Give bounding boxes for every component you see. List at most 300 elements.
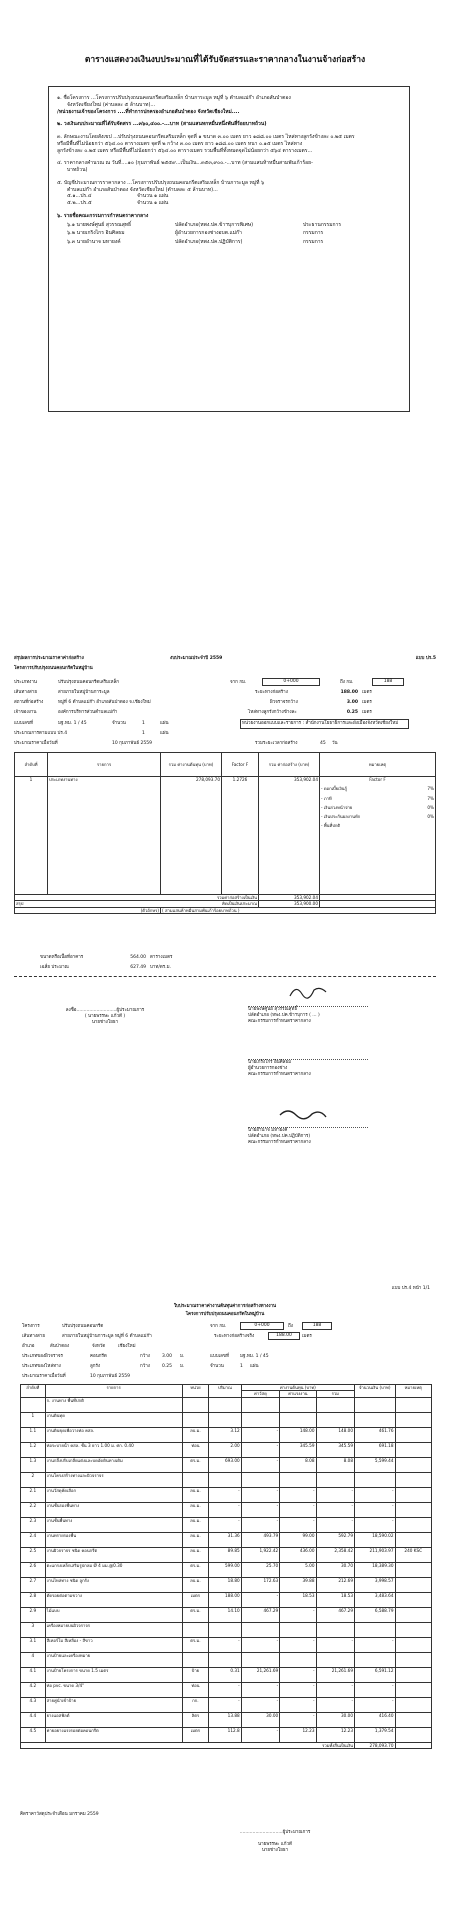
th-total: รวม ค่าก่อสร้าง (บาท) xyxy=(259,753,320,777)
cell-item: งานกลึงปรับเกลี่ยแต่งและบดอัดดินทางเดิม xyxy=(45,1457,182,1472)
cell-qty: 18.80 xyxy=(209,1577,241,1592)
cell-unit xyxy=(182,1622,209,1637)
label-work-type: ประเภทงาน xyxy=(14,680,37,685)
cell-material: 25.70 xyxy=(241,1562,280,1577)
cell-no: 4.5 xyxy=(21,1727,46,1742)
cell-remark xyxy=(395,1532,431,1547)
cell-qty: - xyxy=(209,1682,241,1697)
table-row xyxy=(21,1487,432,1502)
estimator-sign-line: ลงชื่อ............................ผู้ประมาณการ xyxy=(65,1008,145,1013)
estimator-position: นายช่างโยธา xyxy=(91,1019,119,1025)
committee-position: ผู้อำนวยการกองช่างอบต.แม่ก๊า xyxy=(175,230,242,237)
cell-amount xyxy=(355,1622,396,1637)
factor-remark-value: 0% xyxy=(427,814,434,819)
cell-item: ท่อระบายน้ำ คสล. ชั้น 3 ยาว 1.00 ม. ศก. 0.40 xyxy=(45,1442,182,1457)
table-row xyxy=(21,1697,432,1712)
th-item: รายการ xyxy=(45,1385,182,1398)
table-row xyxy=(21,1547,432,1562)
th-material: ค่าวัสดุ xyxy=(241,1391,280,1397)
th-labour: ค่าแรงงาน xyxy=(280,1391,316,1397)
cell-remark xyxy=(395,1607,431,1622)
cell-item: ยางแอสฟัลต์ xyxy=(45,1712,182,1727)
cell-amount xyxy=(355,1472,396,1487)
section-3: ๓. ลักษณะงานโดยสังเขป ...ปรับปรุงถนนคอนกรีตเสริมเหล็ก จุดที่ ๑ ขนาด ๓.๐๐ เมตร ยาว ๑๘๘.๐๐ เมตร ไหล่ทางลูกรังข้างละ ๐.๒๕ เมตร xyxy=(57,134,355,140)
signature-scribble-icon xyxy=(288,982,328,1002)
cell-qty: - xyxy=(209,1517,241,1532)
cell-unit: ลบ.ม. xyxy=(182,1577,209,1592)
cell-labour: 8.08 xyxy=(280,1457,316,1472)
boq-estimator-position: นายช่างโยธา xyxy=(261,1847,289,1853)
label-width: กว้าง xyxy=(140,1364,150,1369)
cell-material: 21,261.69 xyxy=(241,1667,280,1682)
cell-sum: 345.59 xyxy=(316,1442,355,1457)
cell-item: งานไหล่ทาง ชนิด ลูกรัง xyxy=(45,1577,182,1592)
cell-qty: - xyxy=(209,1697,241,1712)
table-row xyxy=(15,777,436,895)
cell-no: 4.1 xyxy=(21,1667,46,1682)
cell-labour: 436.00 xyxy=(280,1547,316,1562)
cell-unit: ลิตร xyxy=(182,1712,209,1727)
section-1: ๑. ชื่อโครงการ ...โครงการปรับปรุงถนนคอนกรีตเสริมเหล็ก บ้านการะมูล หมู่ที่ ๖ ตำบลแม่ก๊า อำเภอสันป่าตอง xyxy=(57,95,291,101)
cell-item: งานดินขุดเพื่อวางท่อ คสล. xyxy=(45,1427,182,1442)
cell-no: 1 xyxy=(21,1412,46,1427)
committee-name: ๖.๑ นายพงษ์ศูนย์ สุวรรณสุทธิ์ xyxy=(67,221,132,228)
cell-material: 30.00 xyxy=(241,1712,280,1727)
label-estimate-date: ประมาณราคาเมื่อวันที่ xyxy=(14,741,58,746)
cell-unit: ลบ.ม. xyxy=(182,1502,209,1517)
cell-no: 1.3 xyxy=(21,1457,46,1472)
boq-sign-line: ..............................ผู้ประมาณการ xyxy=(239,1830,311,1835)
table-row xyxy=(21,1502,432,1517)
cell-labour: - xyxy=(280,1712,316,1727)
cell-remark xyxy=(395,1457,431,1472)
member1-role: คณะกรรมการกำหนดราคากลาง xyxy=(248,1071,311,1077)
cell-material: - xyxy=(241,1592,280,1607)
cell-item: งานชั้นพื้นทาง xyxy=(45,1517,182,1532)
words-label: (ตัวอักษร) xyxy=(15,907,161,913)
cell-unit: เมตร xyxy=(182,1727,209,1742)
cell-labour xyxy=(280,1652,316,1667)
cell-labour: - xyxy=(280,1487,316,1502)
committee-position: ปลัดอำเภอ(หพง.ปค.ข้าฯบุการพิเศษ) xyxy=(175,221,254,228)
cell-no: 1.2 xyxy=(21,1442,46,1457)
cell-material xyxy=(241,1652,280,1667)
cell-amount: 6,591.12 xyxy=(355,1667,396,1682)
boq-estimator-signature xyxy=(215,1830,335,1854)
section-5-1: ๕.๑...ปร.๔ xyxy=(67,193,92,200)
cell-factor: 1.2726 xyxy=(222,777,259,895)
cell-remark xyxy=(395,1472,431,1487)
cell-no: 4.2 xyxy=(21,1682,46,1697)
section-4: ๔. ราคากลางคำนวณ ณ วันที่....๑๐ (กุมภาพันธ์ ๒๕๕๙...เป็นเงิน...๓๕๓,๙๐๐.-...บาท (สามแสนห้าหมื่นสามพันเก้าร้อย- xyxy=(57,160,313,167)
cell-item: สีเทอร์โม สีเหลือง - สีขาว xyxy=(45,1637,182,1652)
factor-remark-label: - พื้นที่ปกติ xyxy=(321,823,341,829)
cell-amount: 416.40 xyxy=(355,1712,396,1727)
table-row xyxy=(21,1712,432,1727)
label-from-km: จาก กม. xyxy=(230,680,247,685)
cell-sum: 592.79 xyxy=(316,1532,355,1547)
cell-cost: 278,093.70 xyxy=(161,777,222,895)
cell-sum: - xyxy=(316,1502,355,1517)
label-sheet-qty: จำนวน xyxy=(210,1364,224,1369)
cell-remark xyxy=(395,1412,431,1427)
cell-labour xyxy=(280,1472,316,1487)
value-form4-qty: 1 xyxy=(142,731,145,736)
value-average: 627.49 xyxy=(130,965,146,970)
unit-sheet-qty: แผ่น xyxy=(160,721,169,726)
value-length: 188.00 xyxy=(340,690,358,695)
cell-no: 2.7 xyxy=(21,1577,46,1592)
factor-remarks xyxy=(321,786,434,828)
committee-name: ๖.๓ นายอำนาจ มหายงค์ xyxy=(67,239,121,245)
cell-amount: 3,483.64 xyxy=(355,1592,396,1607)
label-district: อำเภอ xyxy=(22,1344,35,1349)
cell-no: 2.2 xyxy=(21,1502,46,1517)
table-row xyxy=(21,1532,432,1547)
cell-unit: ตร.ม. xyxy=(182,1457,209,1472)
cell-qty: 2.00 xyxy=(209,1442,241,1457)
boq-subtitle: โครงการปรับปรุงถนนคอนกรีตในหมู่บ้าน xyxy=(185,1312,265,1317)
cell-labour: - xyxy=(280,1682,316,1697)
table-row xyxy=(21,1727,432,1742)
value-length: 188.00 xyxy=(276,1333,292,1338)
table-row xyxy=(21,1652,432,1667)
label-area: ขนาดหรือเนื้อที่อาคาร xyxy=(40,955,84,960)
section-5-2-qty: จำนวน ๑ แผ่น xyxy=(137,200,169,206)
th-qty: ปริมาณ xyxy=(209,1385,241,1398)
committee-name: ๖.๒ นายเกริงไกร อินศิลธม xyxy=(67,230,125,237)
table-row xyxy=(21,1607,432,1622)
cell-unit: ลบ.ม. xyxy=(182,1517,209,1532)
boq-rows xyxy=(21,1397,432,1742)
cell-labour xyxy=(280,1412,316,1427)
cell-material: 1,922.42 xyxy=(241,1547,280,1562)
cell-remark xyxy=(395,1727,431,1742)
cell-material: - xyxy=(241,1427,280,1442)
section-1-owner: /หน่วยงานเจ้าของโครงการ ....ที่ทำการปกครองอำเภอสันป่าตอง จังหวัดเชียงใหม่.... xyxy=(57,108,240,115)
cell-item: งานชั้นรองพื้นทาง xyxy=(45,1502,182,1517)
table-row xyxy=(21,1427,432,1442)
table-header xyxy=(15,753,436,777)
factor-remark-label: - ดอกเบี้ยเงินกู้ xyxy=(321,786,348,792)
material-price-note: คิดราคาวัสดุประจำเดือน มกราคม 2559 xyxy=(20,1812,99,1817)
cell-sum: - xyxy=(316,1517,355,1532)
cell-no: 2.1 xyxy=(21,1487,46,1502)
cell-item: งานผิวจราจร ชนิด คอนกรีต xyxy=(45,1547,182,1562)
cell-remark xyxy=(395,1397,431,1412)
chairman-signature xyxy=(248,982,398,1024)
value-location: หมู่ที่ 6 ตำบลแม่ก๊า อำเภอสันป่าตอง จ.เชียงใหม่ xyxy=(58,700,151,705)
cell-remark xyxy=(395,1517,431,1532)
boq-estimator-name: นายพรรษะ แก้วดี xyxy=(258,1841,292,1847)
value-to-km: 188 xyxy=(383,679,393,684)
cell-qty xyxy=(209,1622,241,1637)
cell-item: ก. งานทาง พื้นที่ปกติ xyxy=(45,1397,182,1412)
cell-sum: - xyxy=(316,1637,355,1652)
cell-amount: 6,588.79 xyxy=(355,1607,396,1622)
project-details-box xyxy=(48,86,410,412)
cell-sum: 30.00 xyxy=(316,1712,355,1727)
cell-qty: 599.00 xyxy=(209,1562,241,1577)
subtotal-label: รวมค่าก่อสร้างเป็นเงิน xyxy=(15,895,259,901)
cell-labour: 12.23 xyxy=(280,1727,316,1742)
th-unit: หน่วย xyxy=(182,1385,209,1398)
value-project: ปรับปรุงถนนคอนกรีต xyxy=(62,1324,104,1329)
cell-no: 4.4 xyxy=(21,1712,46,1727)
cell-qty: 3.12 xyxy=(209,1427,241,1442)
label-location: สถานที่ก่อสร้าง xyxy=(14,700,44,705)
value-surface: คอนกรีต xyxy=(90,1354,107,1359)
boq-page xyxy=(0,1270,450,1910)
cell-sum: - xyxy=(316,1487,355,1502)
label-width: กว้าง xyxy=(140,1354,150,1359)
th-no: ลำดับที่ xyxy=(21,1385,46,1398)
table-row xyxy=(21,1472,432,1487)
cell-material: - xyxy=(241,1487,280,1502)
unit-duration: วัน xyxy=(332,741,338,746)
chairman-position: ปลัดอำเภอ (หพง.ปค.ข้าฯบุการ ( ... ) xyxy=(248,1012,320,1018)
value-plan-no: มฐ.ทม. 1 / 45 xyxy=(240,1354,269,1359)
boq-title: ใบประมาณราคาค่างานต้นทุนค่าการก่อสร้างทางงาน xyxy=(173,1304,277,1309)
cell-item: งานดินทุด xyxy=(45,1412,182,1427)
cell-item: ไม้แบบ xyxy=(45,1607,182,1622)
cost-summary-table xyxy=(14,752,436,914)
cell-amount: 1,379.54 xyxy=(355,1727,396,1742)
cell-no: 2.4 xyxy=(21,1532,46,1547)
cell-material: 172.63 xyxy=(241,1577,280,1592)
label-estimate-date: ประมาณราคาเมื่อวันที่ xyxy=(22,1374,66,1379)
table-row xyxy=(21,1457,432,1472)
cell-total: 353,902.04 xyxy=(259,777,320,895)
design-agency-note: หน่วยงานออกแบบและรายการ : สำนักงานโยธาธิการและผังเมืองจังหวัดเชียงใหม่ xyxy=(242,721,399,726)
cell-unit: ท่อน xyxy=(182,1682,209,1697)
cell-unit: ท่อน xyxy=(182,1442,209,1457)
label-to-km: ถึง กม. xyxy=(340,680,354,685)
value-width: 3.00 xyxy=(346,700,358,705)
section-6: ๖. รายชื่อคณะกรรมการกำหนดราคากลาง xyxy=(57,212,149,219)
cell-qty: 693.00 xyxy=(209,1457,241,1472)
table-row xyxy=(21,1442,432,1457)
value-province: เชียงใหม่ xyxy=(118,1344,136,1349)
cell-amount: - xyxy=(355,1682,396,1697)
estimator-name: ( นายพรรษะ แก้วดี ) xyxy=(84,1013,126,1019)
cell-qty: 14.10 xyxy=(209,1607,241,1622)
cell-labour: - xyxy=(280,1502,316,1517)
cell-no: 2.3 xyxy=(21,1517,46,1532)
cell-remark xyxy=(395,1577,431,1592)
table-row-words xyxy=(15,907,436,913)
cell-material: - xyxy=(241,1442,280,1457)
section-5-1-qty: จำนวน ๑ แผ่น xyxy=(137,193,169,200)
total-label: รวมทั้งสิ้นเป็นเงิน xyxy=(21,1742,355,1748)
cell-amount: - xyxy=(355,1487,396,1502)
unit-form4: แผ่น xyxy=(160,731,169,736)
cell-sum: 8.08 xyxy=(316,1457,355,1472)
cell-no: 2 xyxy=(21,1472,46,1487)
cell-qty xyxy=(209,1412,241,1427)
th-item: รายการ xyxy=(48,753,161,777)
value-estimate-date: 10 กุมภาพันธ์ 2559 xyxy=(90,1374,131,1379)
value-sheet-qty: 1 xyxy=(142,721,145,726)
value-width: 3.00 xyxy=(162,1354,173,1359)
value-work-type: ปรับปรุงถนนคอนกรีตเสริมเหล็ก xyxy=(58,680,119,685)
th-sum: รวม xyxy=(316,1391,355,1397)
cell-qty: 0.31 xyxy=(209,1667,241,1682)
cell-amount: 461.76 xyxy=(355,1427,396,1442)
committee-role: กรรมการ xyxy=(303,239,324,245)
cell-sum: 148.00 xyxy=(316,1427,355,1442)
cell-item: เครื่องหมายบนผิวจราจร xyxy=(45,1622,182,1637)
cell-material: - xyxy=(241,1697,280,1712)
subtotal-value: 353,902.04 xyxy=(259,895,320,901)
cell-amount: 5,599.44 xyxy=(355,1457,396,1472)
cost-summary-page xyxy=(0,630,450,1250)
factor-remark-item xyxy=(321,805,434,810)
signature-scribble-icon xyxy=(278,1105,328,1123)
cell-sum xyxy=(316,1412,355,1427)
cell-item: สายคู่นำเข้าป้าย xyxy=(45,1697,182,1712)
committee-member xyxy=(57,239,403,246)
label-shoulder: ไหล่ทางลูกรังกว้างข้างละ xyxy=(248,710,297,715)
unit-length: เมตร xyxy=(302,1334,312,1339)
factor-remark-label: - เงินประกันผลงานหัก xyxy=(321,814,361,819)
label-plan-no: แบบเลขที่ xyxy=(14,721,33,726)
cell-sum xyxy=(316,1397,355,1412)
total-value: 278,093.70 xyxy=(355,1742,396,1748)
factor-remark-item xyxy=(321,796,434,801)
cell-remark xyxy=(320,777,436,895)
committee-member xyxy=(57,222,403,229)
cell-item: งานทรายรองพื้น xyxy=(45,1532,182,1547)
factor-remark-value: 0% xyxy=(427,804,434,810)
value-from-km: 0+000 xyxy=(254,1323,270,1328)
cell-labour: - xyxy=(280,1667,316,1682)
cell-unit xyxy=(182,1472,209,1487)
section-2: ๒. วงเงินงบประมาณที่ได้รับจัดสรร ...๓๖๐,๔๐๐.-...บาท (สามแสนหกหมื่นหนึ่งพันสี่ร้อยบาทถ้วน) xyxy=(57,121,267,128)
cell-remark xyxy=(395,1622,431,1637)
table-row xyxy=(21,1577,432,1592)
cell-sum: 21,261.69 xyxy=(316,1667,355,1682)
cell-sum: 467.29 xyxy=(316,1607,355,1622)
cell-amount: 18,590.02 xyxy=(355,1532,396,1547)
member2-role: คณะกรรมการกำหนดราคากลาง xyxy=(248,1139,311,1145)
label-to-km: ถึง xyxy=(288,1324,293,1329)
cell-amount: 691.18 xyxy=(355,1442,396,1457)
cell-remark xyxy=(395,1637,431,1652)
table-row xyxy=(21,1637,432,1652)
cell-amount: 18,389.30 xyxy=(355,1562,396,1577)
cell-labour: - xyxy=(280,1697,316,1712)
section-5: ๕. บัญชีประมาณการราคากลาง ...โครงการปรับปรุงถนนคอนกรีตเสริมเหล็ก บ้านการะมูล หมู่ที่ ๖ xyxy=(57,179,265,186)
cell-labour: 5.00 xyxy=(280,1562,316,1577)
member2-position: ปลัดอำเภอ (หพง.ปค.ปฏิบัติการ) xyxy=(248,1133,311,1139)
cell-sum: 18.53 xyxy=(316,1592,355,1607)
cell-remark xyxy=(395,1562,431,1577)
cell-material xyxy=(241,1397,280,1412)
cell-qty: 13.88 xyxy=(209,1712,241,1727)
cell-material xyxy=(241,1472,280,1487)
table-row xyxy=(21,1682,432,1697)
committee-role: ประธานกรรมการ xyxy=(303,221,342,228)
unit-shoulder: เมตร xyxy=(362,710,372,715)
cell-labour: - xyxy=(280,1517,316,1532)
budget-summary-page xyxy=(0,0,450,450)
cell-material: - xyxy=(241,1637,280,1652)
cell-sum: 2,358.42 xyxy=(316,1547,355,1562)
unit-width: ม. xyxy=(180,1354,185,1359)
cell-amount: 211,903.97 xyxy=(355,1547,396,1562)
section-3-c: ลูกรังข้างละ ๐.๒๕ เมตร หรือมีพื้นที่ไม่น้อยกว่า ๕๖๔.๐๐ ตารางเมตร รวมพื้นที่ทั้งหมดจุดไม่น้อยกว่า ๕๖๔ ตารางเมตร... xyxy=(57,147,313,154)
cell-unit: ลบ.ม. xyxy=(182,1547,209,1562)
cell-remark xyxy=(395,1592,431,1607)
rounded-label: คิดเป็นเงินประมาณ xyxy=(48,901,259,907)
boq-table xyxy=(20,1384,432,1749)
cell-labour: 39.88 xyxy=(280,1577,316,1592)
cell-unit: ป้าย xyxy=(182,1667,209,1682)
form-subheading: โครงการปรับปรุงถนนคอนกรีตในหมู่บ้าน xyxy=(14,666,93,671)
page1-title: ตารางแสดงวงเงินงบประมาณที่ได้รับจัดสรรและราคากลางในงานจ้างก่อสร้าง xyxy=(84,55,366,65)
value-duration: 45 xyxy=(320,741,326,746)
label-from-km: จาก กม. xyxy=(210,1324,227,1329)
label-plan-no: แบบเลขที่ xyxy=(210,1354,229,1359)
cell-remark xyxy=(395,1697,431,1712)
cell-no: 2.5 xyxy=(21,1547,46,1562)
unit-length: เมตร xyxy=(362,690,372,695)
member1-signature xyxy=(248,1058,398,1078)
cell-qty: 188.00 xyxy=(209,1592,241,1607)
table-row xyxy=(21,1562,432,1577)
cell-item: งานป้ายและเครื่องหมาย xyxy=(45,1652,182,1667)
cell-unit xyxy=(182,1397,209,1412)
label-project: โครงการ xyxy=(22,1324,40,1329)
chairman-role: คณะกรรมการกำหนดราคากลาง xyxy=(248,1018,311,1024)
member2-signature xyxy=(248,1105,398,1145)
value-area: 564.00 xyxy=(130,955,146,960)
label-duration: รวมระยะเวลาก่อสร้าง xyxy=(255,741,298,746)
value-to-km: 188 xyxy=(312,1323,322,1328)
value-from-km: 0+000 xyxy=(283,679,299,684)
value-district: สันป่าตอง xyxy=(50,1344,70,1349)
section-1-b: จังหวัดเชียงใหม่ (ค่าบลละ ๕ ล้านบาท)... xyxy=(67,101,156,108)
form-code: แบบ ปร.5 xyxy=(415,656,436,661)
cell-item: ตะแกรงเหล็กเสริมรูปกลม Ø 4 มม.@0.30 xyxy=(45,1562,182,1577)
unit-width: เมตร xyxy=(362,700,372,705)
cell-item: ตัดรอยต่อตามขวาง xyxy=(45,1592,182,1607)
label-width: ผิวจราจรกว้าง xyxy=(270,700,298,705)
cell-qty xyxy=(209,1472,241,1487)
factor-remark-label: - เงินล่วงหน้าจ่าย xyxy=(321,804,353,810)
rounded-value: 353,900.00 xyxy=(259,901,320,907)
label-form4: ประมาณการตามแบบ ปร.4 xyxy=(14,731,68,736)
cell-no xyxy=(21,1397,46,1412)
cell-labour: 18.53 xyxy=(280,1592,316,1607)
cell-qty xyxy=(209,1397,241,1412)
member1-position: ผู้อำนวยการกองช่าง xyxy=(248,1065,288,1071)
cell-labour: 99.00 xyxy=(280,1532,316,1547)
cell-labour: - xyxy=(280,1637,316,1652)
signature-divider xyxy=(14,976,436,977)
cell-sum xyxy=(316,1472,355,1487)
cell-sum: 212.69 xyxy=(316,1577,355,1592)
value-shoulder: 0.25 xyxy=(346,710,358,715)
label-route: เส้นทางสาย xyxy=(22,1334,45,1339)
form-code-pr4: แบบ ปร.4 หน้า 1/1 xyxy=(391,1286,430,1291)
unit-sheet-qty: แผ่น xyxy=(250,1364,259,1369)
estimator-signature xyxy=(40,1008,170,1026)
cell-no: 1 xyxy=(15,777,48,895)
cell-material: - xyxy=(241,1502,280,1517)
cell-remark xyxy=(395,1442,431,1457)
